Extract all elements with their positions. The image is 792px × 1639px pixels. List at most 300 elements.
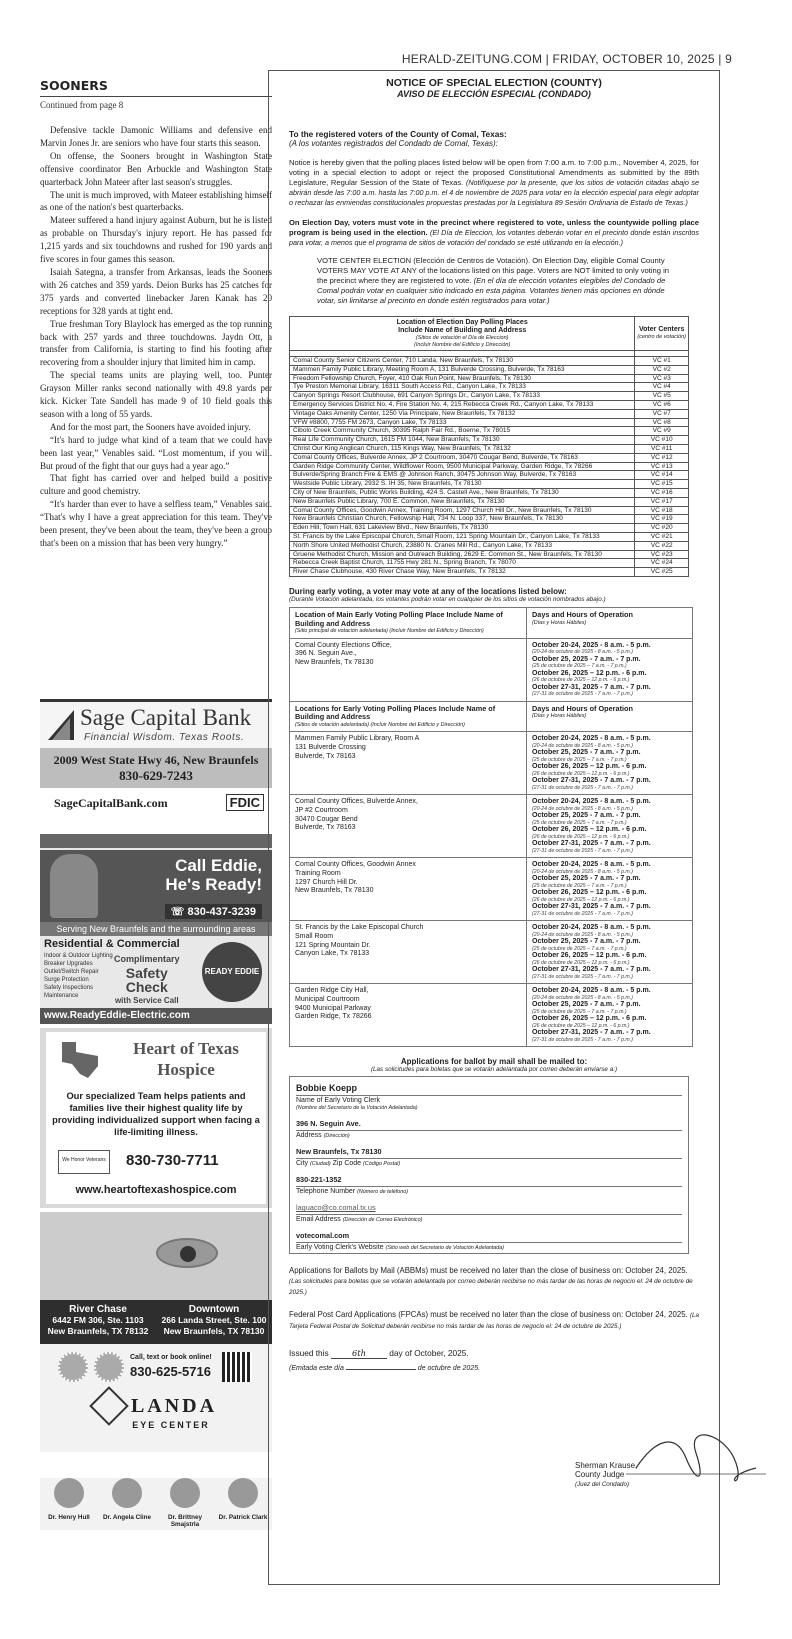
landa-sub: EYE CENTER (132, 1420, 210, 1430)
landa-diamond-icon (89, 1386, 129, 1426)
story-paragraph: “It's harder than ever to have a selfless team,” Venables said. “That's why I have a great appreciation for this team. They've been present, they've been about the team, they've been a group that's been on a mission that has been very hungry.” (40, 499, 272, 548)
early-voting-heading-es: (Durante Votación adelantada, los votantes podrán votar en cualquier de los sitios de votación nombrados abajo.) (289, 595, 606, 603)
location-cell: Garden Ridge Community Center, Wildflower Room, 9500 Municipal Parkway, Garden Ridge, Tx 78266 (290, 462, 635, 471)
hospice-description: Our specialized Team helps patients and families live their highest quality life by providing individualized support when facing a life-limiting illness. (52, 1091, 260, 1137)
early-location-line: 9400 Municipal Parkway (295, 1004, 371, 1012)
hospice-phone[interactable]: 830-730-7711 (126, 1152, 219, 1169)
judge-name: Sherman Krause, (575, 1461, 638, 1470)
offer-line: with Service Call (114, 996, 179, 1005)
table-row (290, 515, 689, 524)
eye-photo (40, 1212, 272, 1300)
header-text: Location of Election Day Polling Places (396, 319, 528, 326)
table-row (290, 497, 689, 506)
eddie-phone-number: 830-437-3239 (187, 906, 256, 918)
vote-center-cell: VC #21 (635, 532, 689, 541)
hours-line: October 27-31, 2025 - 7 a.m. - 7 p.m. (532, 777, 651, 785)
hours-line: October 26, 2025 – 12 p.m. - 6 p.m. (532, 1015, 647, 1023)
fdic-badge: FDIC (226, 794, 264, 811)
header-text: Days and Hours of Operation (532, 609, 633, 619)
header-text-es: (Sitios de votación adelantada) (Incluir Nombre del Edificio y Dirección) (295, 721, 465, 728)
vote-center-cell: VC #25 (635, 568, 689, 577)
label-es: (Dirección) (323, 1133, 350, 1140)
issued-pre: Issued this (289, 1348, 329, 1359)
early-location-cell (290, 858, 527, 921)
address-label (296, 1130, 682, 1139)
location-cell: River Chase Clubhouse, 430 River Chase Way, New Braunfels, Tx 78132 (290, 568, 635, 577)
vc-en: VOTE CENTER ELECTION (Elección de Centros de Votación). On Election Day, eligible Comal County VOTERS MAY VOTE AT ANY of the locations listed on this page. Voters are NOT limited to only voting in the precinct where they are registered to vote. (317, 256, 670, 285)
award-seal-icon (94, 1352, 124, 1382)
table-row (290, 541, 689, 550)
city-label (296, 1158, 682, 1167)
phone-icon: ☏ (170, 906, 188, 918)
eddie-top-band (40, 834, 272, 848)
table-row (290, 550, 689, 559)
early-voting-table (289, 607, 693, 1048)
early-location-line: JP #2 Courtroom (295, 807, 348, 815)
ready-eddie-logo: READY EDDIE (202, 942, 262, 1002)
early-site-row (290, 638, 693, 701)
p1-en: Notice is hereby given that the polling places listed below will be open from 7:00 a.m. to 7:00 p.m., November 4, 2025, for voting in a special election to adopt or reject the proposed Constitutional Amendments as submitted by the 89th Legislature, Regular Session of the State of Texas. (289, 158, 699, 187)
eddie-serving-band: Serving New Braunfels and the surrounding areas (40, 922, 272, 936)
sage-logo-icon (46, 708, 76, 742)
landa-call-text: Call, text or book online! (130, 1354, 212, 1361)
early-hours-cell (527, 921, 693, 984)
vote-center-cell: VC #7 (635, 409, 689, 418)
early-header-row (290, 701, 693, 732)
location-cell: Rebecca Creek Baptist Church, 11755 Hwy 281 N., Spring Branch, Tx 78070 (290, 559, 635, 568)
location-address: 6442 FM 306, Ste. 1103 (52, 1315, 144, 1325)
hours-line-es: (25 de octubre de 2025 – 7 a.m. - 7 p.m.) (532, 1009, 627, 1016)
service-item: Surge Protection (44, 977, 89, 983)
landa-name: LANDA (130, 1394, 218, 1417)
sage-phone: 830-629-7243 (119, 768, 193, 783)
hospice-title-1: Heart of Texas (133, 1039, 239, 1058)
landa-eye-center-ad[interactable] (40, 1212, 272, 1452)
label: Telephone Number (296, 1188, 356, 1196)
vote-center-cell: VC #23 (635, 550, 689, 559)
location-cell: Comal County Senior Citizens Center, 710 Landa, New Braunfels, Tx 78130 (290, 357, 635, 366)
judge-title-es: (Juez del Condado) (575, 1481, 630, 1488)
eddie-services-title: Residential & Commercial (44, 938, 180, 950)
location-city: New Braunfels, TX 78130 (163, 1326, 265, 1336)
landa-location-river-chase (40, 1300, 156, 1344)
eddie-phone[interactable] (165, 904, 262, 919)
landa-location-downtown (156, 1300, 272, 1344)
early-hours-cell (527, 795, 693, 858)
vote-center-cell: VC #5 (635, 392, 689, 401)
hours-line-es: (26 de octubre de 2025 – 12 p.m. - 6 p.m.) (532, 677, 630, 684)
landa-contact-row (40, 1348, 272, 1388)
issued-line (289, 1348, 699, 1359)
early-location-cell (290, 795, 527, 858)
label: City (296, 1160, 309, 1168)
hours-line-es: (27-31 de octubre de 2025 - 7 a.m. - 7 p.m.) (532, 974, 633, 981)
sage-footer (40, 788, 272, 818)
vote-center-cell: VC #13 (635, 462, 689, 471)
eddie-url-link[interactable]: www.ReadyEddie-Electric.com (40, 1008, 272, 1024)
pupil-shape (180, 1246, 196, 1262)
table-row (290, 462, 689, 471)
table-row (290, 365, 689, 374)
story-paragraph: Mateer suffered a hand injury against Auburn, but he is listed as probable on Thursday's injury report. He has passed for 1,215 yards and six touchdowns and rushed for 190 yards and five scores in four games this season. (40, 215, 272, 265)
early-site-row (290, 795, 693, 858)
election-notice (268, 70, 720, 1585)
veterans-badge: We Honor Veterans (58, 1150, 110, 1174)
vote-center-cell: VC #10 (635, 436, 689, 445)
table-row (290, 488, 689, 497)
location-cell: Comal County Offices, Goodwin Annex, Training Room, 1297 Church Hill Dr., New Braunfels, Tx 78130 (290, 506, 635, 515)
early-location-line: Bulverde, Tx 78163 (295, 752, 356, 760)
hours-line-es: (27-31 de octubre de 2025 - 7 a.m. - 7 p.m.) (532, 691, 633, 698)
location-cell: Gruene Methodist Church, Mission and Outreach Building, 2629 E. Common St., New Braunfels, Tx 78130 (290, 550, 635, 559)
offer-line: Safety (125, 965, 168, 981)
table-row (290, 392, 689, 401)
location-cell: Christ Our King Anglican Church, 115 Kings Way, New Braunfels, Tx 78132 (290, 444, 635, 453)
hours-line-es: (25 de octubre de 2025 – 7 a.m. - 7 p.m.) (532, 820, 627, 827)
hours-line: October 25, 2025 - 7 a.m. - 7 p.m. (532, 749, 641, 757)
hours-line-es: (20-24 de octubre de 2025 - 8 a.m. - 5 p.m.) (532, 869, 633, 876)
table-row (290, 427, 689, 436)
early-location-cell (290, 638, 527, 701)
early-col-location-header (290, 701, 527, 732)
early-location-line: Garden Ridge City Hall, (295, 987, 369, 995)
sage-address: 2009 West State Hwy 46, New Braunfels (53, 753, 259, 767)
hours-line: October 20-24, 2025 - 8 a.m. - 5 p.m. (532, 987, 651, 995)
table-row (290, 568, 689, 577)
early-location-line: Canyon Lake, Tx 78133 (295, 950, 370, 958)
hospice-url-link[interactable]: www.heartoftexashospice.com (75, 1184, 237, 1196)
vote-center-paragraph (317, 256, 681, 306)
sage-contact (40, 748, 272, 788)
hospice-title-2: Hospice (157, 1060, 215, 1079)
label: Early Voting Clerk's Website (296, 1244, 384, 1252)
vote-center-cell: VC #12 (635, 453, 689, 462)
hours-line: October 25, 2025 - 7 a.m. - 7 p.m. (532, 875, 641, 883)
judge-signature (626, 1428, 766, 1488)
vote-center-cell: VC #22 (635, 541, 689, 550)
hours-line: October 25, 2025 - 7 a.m. - 7 p.m. (532, 812, 641, 820)
notice-title: NOTICE OF SPECIAL ELECTION (COUNTY) (386, 77, 602, 89)
early-col-hours-header (527, 607, 693, 638)
location-cell: Mammen Family Public Library, Meeting Room A, 131 Bulverde Crossing, Bulverde, Tx 78163 (290, 365, 635, 374)
location-cell: North Shore United Methodist Church, 23880 N. Cranes Mill Rd., Canyon Lake, Tx 78133 (290, 541, 635, 550)
early-site-row (290, 732, 693, 795)
label-es: (Nombre del Secretario de la Votación Adelantada) (296, 1105, 418, 1112)
hours-line: October 26, 2025 – 12 p.m. - 6 p.m. (532, 889, 647, 897)
header-text: Locations for Early Voting Polling Places Include Name of Building and Address (295, 703, 496, 722)
story-paragraph: That fight has carried over and helped build a positive culture and good chemistry. (40, 473, 272, 497)
election-day-locations-table (289, 316, 689, 577)
sage-header (40, 699, 272, 748)
early-location-line: Garden Ridge, Tx 78266 (295, 1013, 372, 1021)
clerk-name: Bobbie Koepp (296, 1083, 357, 1094)
early-hours-cell (527, 858, 693, 921)
hours-line: October 27-31, 2025 - 7 a.m. - 7 p.m. (532, 683, 651, 691)
vote-center-cell: VC #20 (635, 524, 689, 533)
header-text: Location of Main Early Voting Polling Place Include Name of Building and Address (295, 609, 503, 628)
table-row (290, 559, 689, 568)
heart-of-texas-hospice-ad[interactable] (40, 1028, 272, 1208)
location-city: New Braunfels, TX 78132 (47, 1326, 149, 1336)
hours-line: October 20-24, 2025 - 8 a.m. - 5 p.m. (532, 735, 651, 743)
location-cell: Bulverde/Spring Branch Fire & EMS @ Johnson Ranch, 30475 Johnson Way, Bulverde, Tx 78163 (290, 471, 635, 480)
early-location-line: New Braunfels, Tx 78130 (295, 887, 374, 895)
vote-center-cell: VC #19 (635, 515, 689, 524)
issued-post: day of October, 2025. (389, 1348, 469, 1359)
service-item: Indoor & Outdoor Lighting (44, 953, 113, 959)
table-row (290, 471, 689, 480)
texas-heart-icon (58, 1038, 102, 1082)
vote-center-cell: VC #15 (635, 480, 689, 489)
vote-center-cell: VC #4 (635, 383, 689, 392)
story-paragraph: The unit is much improved, with Mateer establishing himself as one of the nation's best quarterbacks. (40, 189, 272, 213)
service-item: Breaker Upgrades (44, 961, 93, 967)
table-row (290, 532, 689, 541)
abbm-es: (Las solicitudes para boletas que se votarán adelantada por correo deberán recibirse no más tardar de las horas de negocio el: 24 de octubre de 2025.) (289, 1278, 693, 1297)
location-cell: VFW #8800, 7755 FM 2673, Canyon Lake, Tx 78133 (290, 418, 635, 427)
clerk-address: 396 N. Seguin Ave. (296, 1119, 361, 1129)
notice-paragraph-1 (289, 158, 699, 208)
eddie-services-list (44, 952, 113, 1000)
offer-line: Complimentary (114, 954, 180, 964)
sage-capital-bank-ad[interactable] (40, 699, 272, 831)
label: Email Address (296, 1216, 341, 1224)
fpca-es: (La Tarjeta Federal Postal de Solicitud deberán recibirse no más tardar de las horas de negocio el: 24 de octubre de 2025.) (289, 1312, 699, 1331)
hours-line: October 25, 2025 - 7 a.m. - 7 p.m. (532, 1001, 641, 1009)
hours-line: October 20-24, 2025 - 8 a.m. - 5 p.m. (532, 798, 651, 806)
early-location-line: 131 Bulverde Crossing (295, 744, 366, 752)
mail-to-box (289, 1076, 689, 1254)
location-cell: Vintage Oaks Amenity Center, 1250 Via Principale, New Braunfels, Tx 78132 (290, 409, 635, 418)
location-cell: Comal County Offices, Bulverde Annex, JP 2 Courtroom, 30470 Cougar Bend, Bulverde, Tx 78163 (290, 453, 635, 462)
hours-line: October 26, 2025 – 12 p.m. - 6 p.m. (532, 763, 647, 771)
location-cell: Freedom Fellowship Church, Foyer, 410 Oak Run Point, New Braunfels, Tx 78130 (290, 374, 635, 383)
story-paragraph: Defensive tackle Damonic Williams and defensive end Marvin Jones Jr. are seniors who have four starts this season. (40, 125, 272, 148)
location-cell: St. Francis by the Lake Episcopal Church, Small Room, 121 Spring Mountain Dr., Canyon Lake, Tx 78133 (290, 532, 635, 541)
vc-es: (En el día de elección votantes elegibles del Condado de Comal podrán votar en cualquier sitio indicado en esta página. Votantes tienen más opciones en dónde votar, sin limitarse al precinto en donde estén registrados para votar.) (317, 276, 666, 305)
masthead: HERALD-ZEITUNG.COM | FRIDAY, OCTOBER 10, 2025 | 9 (401, 52, 732, 66)
hours-line: October 20-24, 2025 - 8 a.m. - 5 p.m. (532, 641, 651, 649)
label-es: (Número de teléfono) (357, 1189, 409, 1196)
vote-center-cell: VC #16 (635, 488, 689, 497)
early-hours-cell (527, 732, 693, 795)
notice-paragraph-2 (289, 218, 699, 248)
judge-title: County Judge (575, 1470, 625, 1479)
doctor-photo (228, 1478, 258, 1508)
table-row (290, 383, 689, 392)
table-header-voter-centers (635, 317, 689, 351)
early-location-line: Municipal Courtroom (295, 996, 360, 1004)
eddie-offer (114, 952, 180, 1008)
p1-es: (Notifíquese por la presente, que los sitios de votación citadas abajo se abrirán desde las 7:00 a.m. hasta las 7:00 p.m. el 4 de noviembre de 2025 para votar en la elección especial para elegir adoptar o rechazar las enmiendas constitucionales propuestas prestadas por la Legislatura 89 Sesión Ordinaria de Estado de Texas.) (289, 178, 699, 207)
header-text: Include Name of Building and Address (398, 327, 527, 334)
notice-title-es: AVISO DE ELECCIÓN ESPECIAL (CONDADO) (397, 89, 591, 99)
hours-line-es: (27-31 de octubre de 2025 - 7 a.m. - 7 p.m.) (532, 911, 633, 918)
eddie-person-image (50, 854, 98, 918)
hours-line-es: (26 de octubre de 2025 – 12 p.m. - 6 p.m.) (532, 960, 630, 967)
label-es: (Código Postal) (363, 1161, 401, 1168)
ready-eddie-ad[interactable] (40, 834, 272, 1024)
table-row (290, 480, 689, 489)
clerk-city: New Braunfels, Tx 78130 (296, 1147, 382, 1157)
early-site-row (290, 984, 693, 1047)
location-cell: Cibolo Creek Community Church, 30395 Ralph Fair Rd., Boerne, Tx 78015 (290, 427, 635, 436)
early-hours-cell (527, 984, 693, 1047)
location-cell: Eden Hill, Town Hall, 631 Lakeview Blvd., New Braunfels, Tx 78130 (290, 524, 635, 533)
sage-bank-name: Sage Capital Bank (80, 705, 252, 730)
landa-logo (40, 1392, 272, 1430)
hours-line-es: (26 de octubre de 2025 – 12 p.m. - 6 p.m.) (532, 834, 630, 841)
early-location-line: Bulverde, Tx 78163 (295, 824, 356, 832)
landa-phone[interactable]: 830-625-5716 (130, 1364, 211, 1379)
location-name: River Chase (69, 1304, 127, 1315)
table-row (290, 506, 689, 515)
early-location-line: 121 Spring Mountain Dr. (295, 941, 371, 949)
hours-line-es: (25 de octubre de 2025 – 7 a.m. - 7 p.m.) (532, 663, 627, 670)
early-location-line: Training Room (295, 870, 341, 878)
hours-line-es: (25 de octubre de 2025 – 7 a.m. - 7 p.m.) (532, 757, 627, 764)
story-paragraph: True freshman Tory Blaylock has emerged as the top running back with 257 yards and three touchdowns. Jaydn Ott, a transfer from California, is starting to find his footing after recovering from a shoulder injury that limited him in camp. (40, 318, 272, 368)
hours-line: October 26, 2025 – 12 p.m. - 6 p.m. (532, 952, 647, 960)
hours-line-es: (20-24 de octubre de 2025 - 8 a.m. - 5 p.m.) (532, 995, 633, 1002)
abbm-deadline (289, 1266, 699, 1298)
table-header-location (290, 317, 635, 351)
location-cell: City of New Braunfels, Public Works Building, 424 S. Castell Ave., New Braunfels, Tx 78130 (290, 488, 635, 497)
vote-center-cell: VC #1 (635, 357, 689, 366)
early-location-cell (290, 921, 527, 984)
header-text-es: (Incluir Nombre del Edificio y Dirección) (414, 341, 511, 348)
fpca-en: Federal Post Card Applications (FPCAs) must be received no later than the close of business on: October 24, 2025. (289, 1310, 688, 1320)
location-address: 266 Landa Street, Ste. 100 (161, 1315, 267, 1325)
label-es: (Sitio web del Secretario de Votación Adelantada) (385, 1245, 505, 1252)
email-label (296, 1214, 682, 1223)
doctor-photo (112, 1478, 142, 1508)
location-cell: Real Life Community Church, 1615 FM 1044, New Braunfels, Tx 78130 (290, 436, 635, 445)
story-body (40, 124, 272, 550)
doctor-name: Dr. Patrick Clark (218, 1514, 268, 1521)
story-paragraph: The special teams units are playing well, too. Punter Grayson Miller ranks second nationally with 49.8 yards per kick. Kicker Tate Sandell has made 9 of 10 field goals this season with a long of 55 yards. (40, 370, 272, 419)
hours-line-es: (27-31 de octubre de 2025 - 7 a.m. - 7 p.m.) (532, 785, 633, 792)
early-location-cell (290, 732, 527, 795)
vote-center-cell: VC #11 (635, 444, 689, 453)
header-text-es: (Días y Horas Hábiles) (532, 713, 587, 720)
location-cell: Tye Preston Memorial Library, 16311 South Access Rd., Canyon Lake, Tx 78133 (290, 383, 635, 392)
mail-heading: Applications for ballot by mail shall be mailed to: (400, 1057, 588, 1067)
hours-line-es: (27-31 de octubre de 2025 - 7 a.m. - 7 p.m.) (532, 1037, 633, 1044)
issued-day: 6th (331, 1348, 387, 1359)
eddie-headline (165, 856, 262, 894)
hours-line-es: (27-31 de octubre de 2025 - 7 a.m. - 7 p.m.) (532, 848, 633, 855)
header-text-es: (centro de votación) (637, 334, 686, 341)
vote-center-cell: VC #6 (635, 400, 689, 409)
landa-doctors (40, 1478, 272, 1530)
location-name: Downtown (188, 1304, 240, 1315)
issued-es-pre: (Emitada este día (289, 1365, 344, 1373)
early-location-line: Small Room (295, 933, 334, 941)
hours-line: October 27-31, 2025 - 7 a.m. - 7 p.m. (532, 903, 651, 911)
hours-line-es: (20-24 de octubre de 2025 - 8 a.m. - 5 p.m.) (532, 932, 633, 939)
vote-center-cell: VC #14 (635, 471, 689, 480)
early-location-line: 396 N. Seguin Ave., (295, 650, 357, 658)
p2-en: On Election Day, voters must vote in the precinct where registered to vote, unless the countywide polling place program is being used in the election. (289, 218, 699, 237)
website-label (296, 1242, 682, 1251)
p2-es: (El Día de Eleccion, los votantes deberán votar en el precinto donde están inscritos para votar, a menos que el programa de sitios de votación del condado se esté utilizando en la elección.) (289, 228, 699, 247)
offer-line: Check (125, 979, 168, 995)
service-item: Outlet/Switch Repair (44, 969, 99, 975)
vote-center-cell: VC #18 (635, 506, 689, 515)
judge-block (575, 1461, 637, 1489)
early-site-row (290, 921, 693, 984)
hours-line: October 27-31, 2025 - 7 a.m. - 7 p.m. (532, 966, 651, 974)
clerk-name-label (296, 1095, 682, 1111)
vote-center-cell: VC #17 (635, 497, 689, 506)
location-cell: New Braunfels Public Library, 700 E. Common, New Braunfels, Tx 78130 (290, 497, 635, 506)
fpca-deadline (289, 1310, 699, 1332)
early-location-line: Comal County Offices, Goodwin Annex (295, 861, 416, 869)
sage-url-link[interactable]: SageCapitalBank.com (54, 796, 168, 810)
hours-line: October 27-31, 2025 - 7 a.m. - 7 p.m. (532, 1029, 651, 1037)
early-voting-body (290, 607, 693, 1047)
label: Name of Early Voting Clerk (296, 1097, 381, 1105)
vote-center-cell: VC #8 (635, 418, 689, 427)
early-location-line: Mammen Family Public Library, Room A (295, 735, 420, 743)
vote-center-cell: VC #24 (635, 559, 689, 568)
hours-line-es: (26 de octubre de 2025 – 12 p.m. - 6 p.m.) (532, 1023, 630, 1030)
header-text: Voter Centers (639, 326, 685, 334)
table-row (290, 436, 689, 445)
eddie-headline-1: Call Eddie, (175, 856, 262, 875)
issued-line-es (289, 1365, 699, 1372)
early-location-line: New Braunfels, Tx 78130 (295, 658, 374, 666)
early-location-line: 30470 Cougar Bend (295, 815, 358, 823)
story-kicker: SOONERS (40, 78, 272, 97)
header-text-es: (Sitios de votación el Día de Eleccion) (415, 335, 509, 341)
table-row (290, 524, 689, 533)
early-col-location-header (290, 607, 527, 638)
early-hours-cell (527, 638, 693, 701)
early-site-row (290, 858, 693, 921)
clerk-website[interactable]: votecomal.com (296, 1231, 350, 1241)
table-row (290, 409, 689, 418)
hours-line: October 26, 2025 – 12 p.m. - 6 p.m. (532, 669, 647, 677)
vote-center-cell: VC #9 (635, 427, 689, 436)
story-paragraph: “It's hard to judge what kind of a team that we could have been last year,” Venables said. “Lost momentum, if you will. But proud of the fight that our guys had a year ago.” (40, 434, 272, 471)
hospice-panel (46, 1032, 266, 1204)
early-location-line: Comal County Offices, Bulverde Annex, (295, 798, 418, 806)
early-voting-heading: During early voting, a voter may vote at any of the locations listed below: (289, 586, 567, 596)
service-item: Maintenance (44, 993, 79, 999)
hours-line-es: (25 de octubre de 2025 – 7 a.m. - 7 p.m.) (532, 883, 627, 890)
issued-es-post: de octubre de 2025. (417, 1365, 481, 1373)
clerk-email[interactable]: laguaco@co.comal.tx.us (296, 1203, 376, 1213)
label: Zip Code (332, 1160, 362, 1168)
hours-line: October 20-24, 2025 - 8 a.m. - 5 p.m. (532, 924, 651, 932)
label-es: (Dirección de Correo Electrónico) (342, 1217, 423, 1224)
early-location-line: 1297 Church Hill Dr. (295, 878, 358, 886)
qr-code-icon[interactable] (222, 1352, 252, 1382)
header-text-es: (Días y Horas Hábiles) (532, 619, 587, 626)
eye-image (156, 1238, 218, 1268)
early-col-hours-header (527, 701, 693, 732)
location-cell: Canyon Springs Resort Clubhouse, 691 Canyon Springs Dr., Canyon Lake, Tx 78133 (290, 392, 635, 401)
notice-addressee: To the registered voters of the County of Comal, Texas: (289, 129, 507, 139)
header-text: Days and Hours of Operation (532, 703, 633, 713)
hours-line-es: (26 de octubre de 2025 – 12 p.m. - 6 p.m.) (532, 771, 630, 778)
hospice-title (106, 1038, 266, 1080)
eddie-photo (40, 850, 272, 922)
early-location-line: St. Francis by the Lake Episcopal Church (295, 924, 424, 932)
notice-addressee-es: (A los votantes registrados del Condado de Comal, Texas): (289, 139, 498, 148)
